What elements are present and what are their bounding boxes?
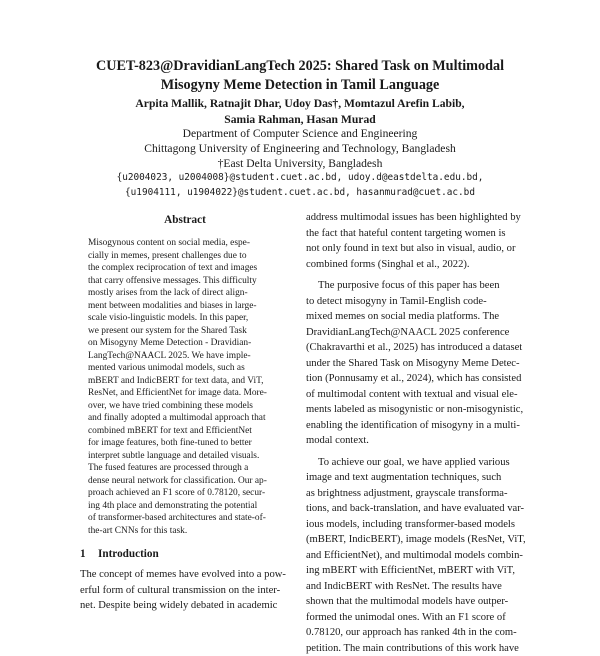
body-line: enabling the identification of misogyny in a multi-	[306, 418, 530, 434]
abstract-line: interpret subtle language and detailed visuals.	[88, 450, 288, 463]
abstract-line: the-art CNNs for this task.	[88, 525, 288, 538]
body-line: tions, and back-translation, and have evaluated var-	[306, 501, 530, 517]
body-line: and IndicBERT with ResNet. The results have	[306, 579, 530, 595]
abstract-line: The fused features are processed through a	[88, 462, 288, 475]
body-line: DravidianLangTech@NAACL 2025 conference	[306, 325, 530, 341]
body-line: tion (Ponnusamy et al., 2024), which has consisted	[306, 371, 530, 387]
abstract-line: mBERT and IndicBERT for text data, and ViT,	[88, 375, 288, 388]
body-line: to detect misogyny in Tamil-English code-	[306, 294, 530, 310]
abstract-heading: Abstract	[80, 213, 290, 227]
body-line: ious models, including transformer-based models	[306, 517, 530, 533]
body-line: formed the unimodal ones. With an F1 score of	[306, 610, 530, 626]
body-line: address multimodal issues has been highlighted by	[306, 210, 530, 226]
body-line: net. Despite being widely debated in academic	[80, 598, 290, 614]
abstract-line: mostly arises from the lack of direct align-	[88, 287, 288, 300]
section-title: Introduction	[98, 548, 159, 560]
affiliation-line-3: †East Delta University, Bangladesh	[40, 156, 560, 171]
abstract-line: scale visio-linguistic models. In this paper,	[88, 312, 288, 325]
body-line: 0.78120, our approach has ranked 4th in the com-	[306, 625, 530, 641]
body-line: ing mBERT with EfficientNet, mBERT with ViT,	[306, 563, 530, 579]
abstract-line: we present our system for the Shared Task	[88, 325, 288, 338]
introduction-body	[80, 567, 290, 614]
section-number: 1	[80, 547, 98, 561]
body-line: combined forms (Singhal et al., 2022).	[306, 257, 530, 273]
paragraph-approach	[306, 455, 530, 656]
author-line-1: Arpita Mallik, Ratnajit Dhar, Udoy Das†, Momtazul Arefin Labib,	[40, 96, 560, 112]
abstract-line: ment between modalities and biases in large-	[88, 300, 288, 313]
email-line-1: {u2004023, u2004008}@student.cuet.ac.bd, udoy.d@eastdelta.edu.bd,	[40, 170, 560, 185]
abstract-line: over, we have tried combining these models	[88, 400, 288, 413]
body-line: and EfficientNet), and multimodal models combin-	[306, 548, 530, 564]
abstract-line: ing 4th place and demonstrating the potential	[88, 500, 288, 513]
abstract-line: proach achieved an F1 score of 0.78120, secur-	[88, 487, 288, 500]
body-line: erful form of cultural transmission on the inter-	[80, 583, 290, 599]
abstract-line: LangTech@NAACL 2025. We have imple-	[88, 350, 288, 363]
affiliation-line-2: Chittagong University of Engineering and Technology, Bangladesh	[40, 141, 560, 156]
abstract-line: of transformer-based architectures and state-of-	[88, 512, 288, 525]
affiliation-line-1: Department of Computer Science and Engineering	[40, 126, 560, 141]
introduction-heading	[80, 547, 290, 561]
body-line: (mBERT, IndicBERT), image models (ResNet, ViT,	[306, 532, 530, 548]
affiliations	[40, 126, 560, 171]
paper-title	[40, 57, 560, 95]
paragraph-purpose	[306, 278, 530, 449]
abstract-line: the complex reciprocation of text and images	[88, 262, 288, 275]
body-line: mixed memes on social media platforms. The	[306, 309, 530, 325]
body-line: the fact that hateful content targeting women is	[306, 226, 530, 242]
abstract-line: dense neural network for classification. Our ap-	[88, 475, 288, 488]
body-line: under the Shared Task on Misogyny Meme Detec-	[306, 356, 530, 372]
abstract-line: Misogynous content on social media, espe-	[88, 237, 288, 250]
body-line: modal context.	[306, 433, 530, 449]
title-line-2: Misogyny Meme Detection in Tamil Language	[40, 76, 560, 95]
body-line: The concept of memes have evolved into a pow-	[80, 567, 290, 583]
abstract-line: mented various unimodal models, such as	[88, 362, 288, 375]
body-line: ments labeled as misogynistic or non-misogynistic,	[306, 402, 530, 418]
abstract-line: that carry offensive messages. This difficulty	[88, 275, 288, 288]
body-line: as brightness adjustment, grayscale transforma-	[306, 486, 530, 502]
body-line: petition. The main contributions of this work have	[306, 641, 530, 656]
paragraph-continuation	[306, 210, 530, 272]
abstract-line: cially in memes, present challenges due to	[88, 250, 288, 263]
abstract-line: and finally adopted a multimodal approach that	[88, 412, 288, 425]
body-line: The purposive focus of this paper has been	[306, 278, 530, 294]
author-emails	[40, 170, 560, 200]
body-line: shown that the multimodal models have outper-	[306, 594, 530, 610]
abstract-line: for image features, both fine-tuned to better	[88, 437, 288, 450]
author-list	[40, 96, 560, 128]
left-column	[80, 210, 290, 614]
abstract-line: on Misogyny Meme Detection - Dravidian-	[88, 337, 288, 350]
email-line-2: {u1904111, u1904022}@student.cuet.ac.bd, hasanmurad@cuet.ac.bd	[40, 185, 560, 200]
body-line: To achieve our goal, we have applied various	[306, 455, 530, 471]
right-column	[306, 210, 530, 656]
body-line: not only found in text but also in visual, audio, or	[306, 241, 530, 257]
title-line-1: CUET-823@DravidianLangTech 2025: Shared Task on Multimodal	[40, 57, 560, 76]
abstract-body	[88, 237, 288, 537]
body-line: of multimodal content with textual and visual ele-	[306, 387, 530, 403]
body-line: image and text augmentation techniques, such	[306, 470, 530, 486]
author-line-2: Samia Rahman, Hasan Murad	[40, 112, 560, 128]
abstract-line: combined mBERT for text and EfficientNet	[88, 425, 288, 438]
body-line: (Chakravarthi et al., 2025) has introduced a dataset	[306, 340, 530, 356]
abstract-line: ResNet, and EfficientNet for image data. More-	[88, 387, 288, 400]
